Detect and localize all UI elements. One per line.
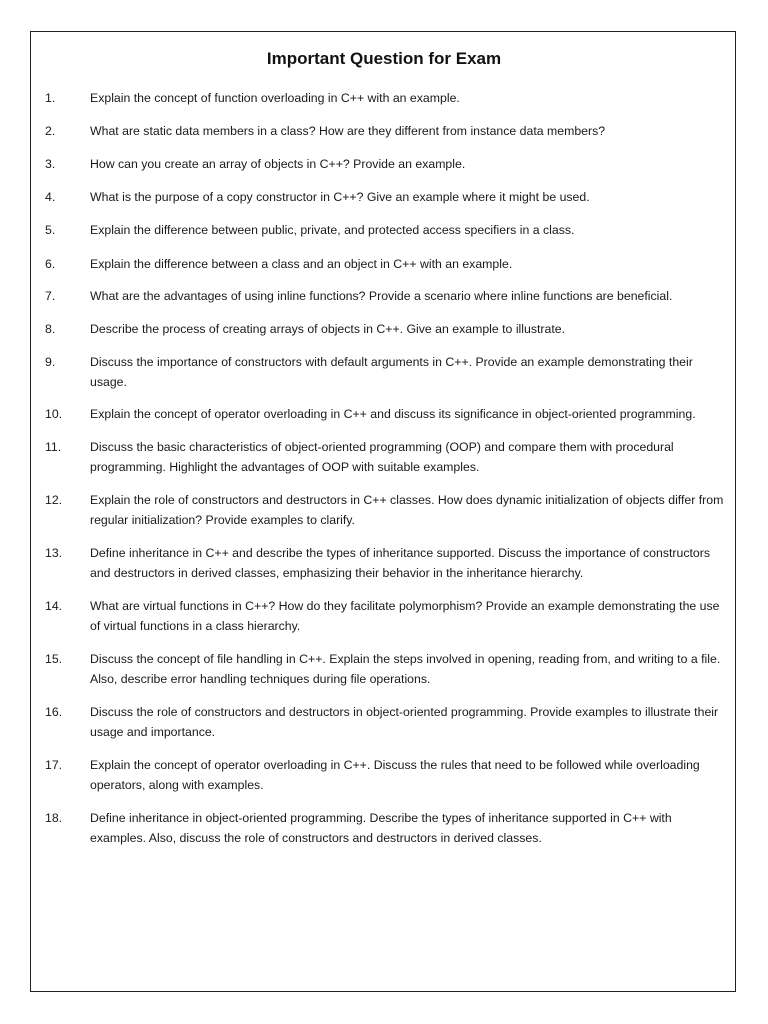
question-text: What are static data members in a class? How are they different from instance data members? — [90, 124, 606, 138]
question-number: 8. — [45, 322, 56, 336]
question-text: Explain the difference between public, private, and protected access specifiers in a class. — [90, 223, 575, 237]
question-text: What are the advantages of using inline functions? Provide a scenario where inline functions are beneficial. — [90, 289, 673, 303]
question-text: What are virtual functions in C++? How do they facilitate polymorphism? Provide an example demonstrating the use of virtual functions in a class hierarchy. — [90, 599, 720, 633]
question-number: 6. — [45, 257, 56, 271]
question-text: Explain the difference between a class and an object in C++ with an example. — [90, 257, 513, 271]
question-number: 2. — [45, 124, 56, 138]
question-number: 1. — [45, 91, 56, 105]
question-text: Discuss the basic characteristics of object-oriented programming (OOP) and compare them with procedural programming. Highlight the advantages of OOP with suitable examples. — [90, 440, 674, 474]
question-text: Discuss the role of constructors and destructors in object-oriented programming. Provide examples to illustrate their usage and importance. — [90, 705, 719, 739]
question-number: 11. — [45, 440, 62, 454]
question-text: How can you create an array of objects in C++? Provide an example. — [90, 157, 466, 171]
question-number: 18. — [45, 811, 63, 825]
document-title: Important Question for Exam — [266, 49, 502, 68]
question-number: 13. — [45, 546, 63, 560]
question-text: Discuss the importance of constructors with default arguments in C++. Provide an example demonstrating their usage. — [90, 355, 693, 389]
question-number: 5. — [45, 223, 56, 237]
question-number: 16. — [45, 705, 63, 719]
question-text: Explain the concept of function overloading in C++ with an example. — [90, 91, 460, 105]
question-text: Describe the process of creating arrays of objects in C++. Give an example to illustrate. — [90, 322, 566, 336]
question-number: 12. — [45, 493, 63, 507]
question-number: 14. — [45, 599, 63, 613]
question-number: 7. — [45, 289, 56, 303]
question-text: Define inheritance in object-oriented programming. Describe the types of inheritance supported in C++ with examples. Also, discuss the role of constructors and destructors in derived classes. — [90, 811, 672, 845]
question-number: 3. — [45, 157, 56, 171]
question-number: 15. — [45, 652, 63, 666]
question-text: Explain the role of constructors and destructors in C++ classes. How does dynamic initialization of objects differ from regular initialization? Provide examples to clarify. — [90, 493, 724, 527]
question-number: 10. — [45, 407, 63, 421]
question-text: Discuss the concept of file handling in C++. Explain the steps involved in opening, reading from, and writing to a file. Also, describe error handling techniques during file operations. — [90, 652, 721, 686]
question-number: 9. — [45, 355, 56, 369]
question-text: What is the purpose of a copy constructor in C++? Give an example where it might be used. — [90, 190, 590, 204]
question-number: 4. — [45, 190, 56, 204]
question-text: Explain the concept of operator overloading in C++ and discuss its significance in object-oriented programming. — [90, 407, 696, 421]
question-text: Define inheritance in C++ and describe the types of inheritance supported. Discuss the importance of constructors and destructors in derived classes, emphasizing their behavior in the inheritance hierarchy. — [90, 546, 710, 580]
question-number: 17. — [45, 758, 63, 772]
question-text: Explain the concept of operator overloading in C++. Discuss the rules that need to be followed while overloading operators, along with examples. — [90, 758, 700, 792]
